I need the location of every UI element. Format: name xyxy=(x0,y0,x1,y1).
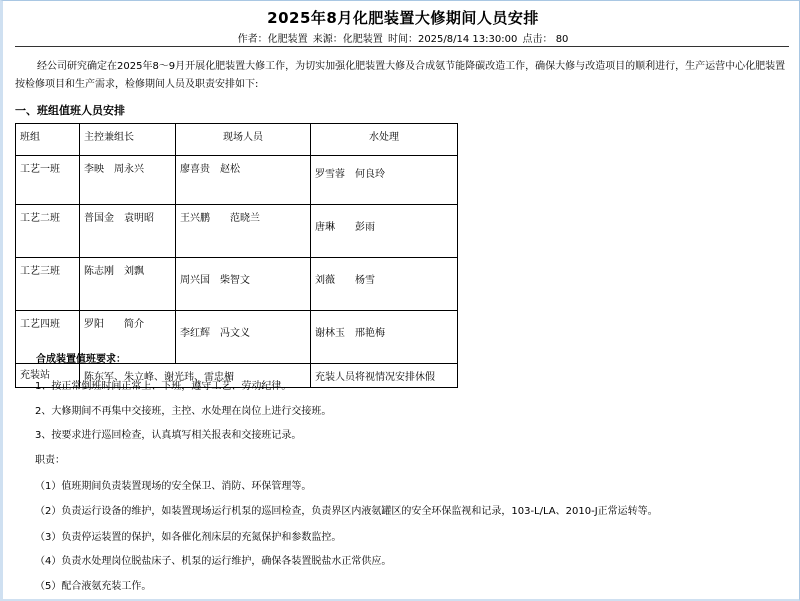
table-row xyxy=(16,205,458,258)
table-cell: 陈东军、朱立峰、谢光玮、雷忠楣 xyxy=(80,364,311,388)
page-title: 2025年8月化肥装置大修期间人员安排 xyxy=(267,9,539,27)
table-cell: 工艺二班 xyxy=(16,205,80,258)
requirements-heading: 合成装置值班要求： xyxy=(36,354,126,365)
table-cell: 普国金 袁明昭 xyxy=(80,205,176,258)
intro-paragraph: 经公司研究确定在2025年8～9月开展化肥装置大修工作，为切实加强化肥装置大修及合成氨节能降碳改造工作，确保大修与改造项目的顺利进行，生产运营中心化肥装置按检修项目和生产需求，检修期间人员及职责安排如下: xyxy=(15,61,786,90)
title-divider xyxy=(15,46,789,47)
table-cell: 充装站 xyxy=(16,364,80,388)
table-row xyxy=(16,156,458,205)
table-header-row xyxy=(16,124,458,156)
article-meta xyxy=(3,30,800,45)
meta-views: 点击： 80 xyxy=(522,34,569,45)
header-cell: 主控兼组长 xyxy=(80,124,176,156)
duties-heading: 职责： xyxy=(35,455,65,466)
meta-author: 作者：化肥装置 xyxy=(237,34,308,45)
section-heading: 一、班组值班人员安排 xyxy=(15,104,125,117)
table-cell: 廖喜贵 赵松 xyxy=(176,156,311,205)
duty-item: （3）负责停运装置的保护，如各催化剂床层的充氮保护和参数监控。 xyxy=(35,532,342,543)
header-cell: 班组 xyxy=(16,124,80,156)
table-cell: 唐琳 彭雨 xyxy=(311,205,458,258)
duty-item: （5）配合液氨充装工作。 xyxy=(35,581,152,592)
table-cell: 罗雪蓉 何良玲 xyxy=(311,156,458,205)
duty-item: （4）负责水处理岗位脱盐床子、机泵的运行维护，确保各装置脱盐水正常供应。 xyxy=(35,556,392,567)
table-cell: 工艺三班 xyxy=(16,258,80,311)
table-cell: 周兴国 柴智文 xyxy=(176,258,311,311)
meta-time: 时间：2025/8/14 13:30:00 xyxy=(387,34,518,45)
header-cell: 现场人员 xyxy=(176,124,311,156)
table-cell: 工艺四班 xyxy=(16,311,80,364)
table-cell: 刘薇 杨雪 xyxy=(311,258,458,311)
meta-source: 来源：化肥装置 xyxy=(312,34,383,45)
table-cell: 工艺一班 xyxy=(16,156,80,205)
duty-item: （1）值班期间负责装置现场的安全保卫、消防、环保管理等。 xyxy=(35,481,312,492)
duty-table xyxy=(15,123,458,388)
table-cell: 谢林玉 邢艳梅 xyxy=(311,311,458,364)
table-cell: 陈志刚 刘飘 xyxy=(80,258,176,311)
table-row xyxy=(16,258,458,311)
table-cell: 王兴鹏 范晓兰 xyxy=(176,205,311,258)
header-cell: 水处理 xyxy=(311,124,458,156)
table-cell: 充装人员将视情况安排休假 xyxy=(311,364,458,388)
duty-item: （2）负责运行设备的维护，如装置现场运行机泵的巡回检查，负责界区内液氨罐区的安全环保监视和记录，103-L/LA、2010-J正常运转等。 xyxy=(35,506,658,517)
requirement-item: 1、按正常倒班时间正常上、下班，遵守工艺、劳动纪律。 xyxy=(35,381,292,392)
table-cell: 李红辉 冯文义 xyxy=(176,311,311,364)
table-cell: 罗阳 简介 xyxy=(80,311,176,364)
requirement-item: 2、大修期间不再集中交接班，主控、水处理在岗位上进行交接班。 xyxy=(35,406,332,417)
requirement-item: 3、按要求进行巡回检查，认真填写相关报表和交接班记录。 xyxy=(35,430,302,441)
table-cell: 李映 周永兴 xyxy=(80,156,176,205)
